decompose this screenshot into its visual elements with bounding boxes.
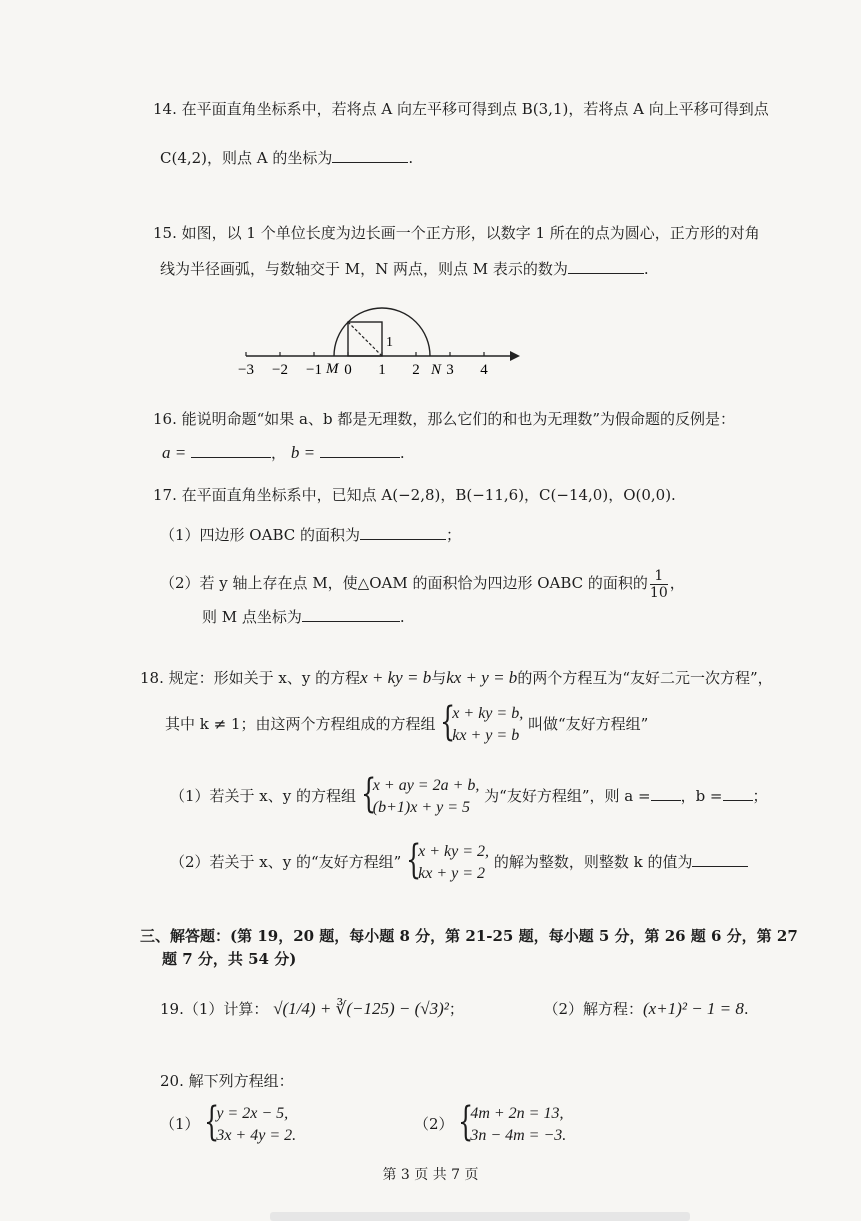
system-d: { y = 2x − 5, 3x + 4y = 2. [204,1099,297,1145]
side-label: 1 [386,335,393,350]
label-N: N [431,362,442,378]
page-footer: 第 3 页 共 7 页 [382,1167,479,1183]
q18-part2: （2）若关于 x、y 的“友好方程组” { x + ky = 2, kx + y = 2 的解为整数，则整数 k 的值为 [170,838,748,886]
q20-part1: （1） { y = 2x − 5, 3x + 4y = 2. [160,1099,297,1145]
q15-answer-blank[interactable] [568,259,644,274]
q15-line2: 线为半径画弧，与数轴交于 M，N 两点，则点 M 表示的数为 . [160,260,649,278]
q19: 19.（1）计算： √(1/4) + ∛(−125) − (√3)²； （2）解方程：(x+1)² − 1 = 8. [160,999,749,1018]
system-c: { x + ky = 2, kx + y = 2 [406,837,490,883]
q18-k-blank[interactable] [692,852,748,867]
q16-line2: a = ， b = . [162,443,405,462]
q18-b-blank[interactable] [723,786,753,801]
diagonal [348,322,382,356]
q14-line2: C(4,2)，则点 A 的坐标为 . [160,149,414,167]
q17-part3: 则 M 点坐标为 . [202,608,405,626]
q20-part2: （2） { 4m + 2n = 13, 3n − 4m = −3. [414,1099,567,1145]
axis-arrow [510,351,520,361]
tick-label: −1 [306,362,322,378]
tick-label: 3 [446,362,454,378]
tick-label: 1 [378,362,386,378]
bottom-strip [270,1212,690,1221]
system-friendly-def: { x + ky = b, kx + y = b [440,699,524,745]
q18-line1: 18. 规定：形如关于 x、y 的方程x + ky = b与kx + y = b的两个方程互为“友好二元一次方程”， [140,668,773,687]
q17-part2: （2）若 y 轴上存在点 M，使△OAM 的面积恰为四边形 OABC 的面积的 $\frac{1}{10}$ ， [160,567,685,601]
system-e: { 4m + 2n = 13, 3n − 4m = −3. [458,1099,567,1145]
q17-M-blank[interactable] [302,607,400,622]
q20-line1: 20. 解下列方程组： [160,1072,294,1090]
tick-label: 4 [480,362,488,378]
q18-a-blank[interactable] [651,786,681,801]
q19-expr2: (x+1)² − 1 = 8 [643,999,744,1018]
q18-part1: （1）若关于 x、y 的方程组 { x + ay = 2a + b, (b+1)x + y = 5 为“友好方程组”，则 a = ，b = ； [170,771,768,817]
tick-label: −3 [238,362,254,378]
fraction-1-10: $\frac{1}{10}$ [649,567,668,601]
tick-label: 0 [344,362,352,378]
section3-line1: 三、解答题：(第 19，20 题，每小题 8 分，第 21-25 题，每小题 5 分，第 26 题 6 分，第 27 [140,927,798,945]
tick-label: −2 [272,362,288,378]
q14-line1: 14. 在平面直角坐标系中，若将点 A 向左平移可得到点 B(3,1)，若将点 A 向上平移可得到点 [153,100,769,118]
section3-line2: 题 7 分，共 54 分) [162,950,297,968]
system-b: { x + ay = 2a + b, (b+1)x + y = 5 [360,771,480,817]
q17-area-blank[interactable] [360,525,446,540]
q18-line2: 其中 k ≠ 1；由这两个方程组成的方程组 { x + ky = b, kx + y = b 叫做“友好方程组” [165,699,649,745]
q16-b-blank[interactable] [320,443,400,458]
q17-part1: （1）四边形 OABC 的面积为 ； [160,526,462,544]
q17-line1: 17. 在平面直角坐标系中，已知点 A(−2,8)，B(−11,6)，C(−14,0)，O(0,0). [153,486,676,504]
tick-label: 2 [412,362,420,378]
q16-line1: 16. 能说明命题“如果 a、b 都是无理数，那么它们的和也为无理数”为假命题的反例是： [153,410,736,428]
label-M: M [326,361,339,377]
q19-expr1: √(1/4) + ∛(−125) − (√3)² [273,999,449,1018]
q15-line1: 15. 如图，以 1 个单位长度为边长画一个正方形，以数字 1 所在的点为圆心，正方形的对角 [153,224,760,242]
q16-a-blank[interactable] [191,443,271,458]
number-line-figure [240,298,530,386]
q14-answer-blank[interactable] [332,148,408,163]
